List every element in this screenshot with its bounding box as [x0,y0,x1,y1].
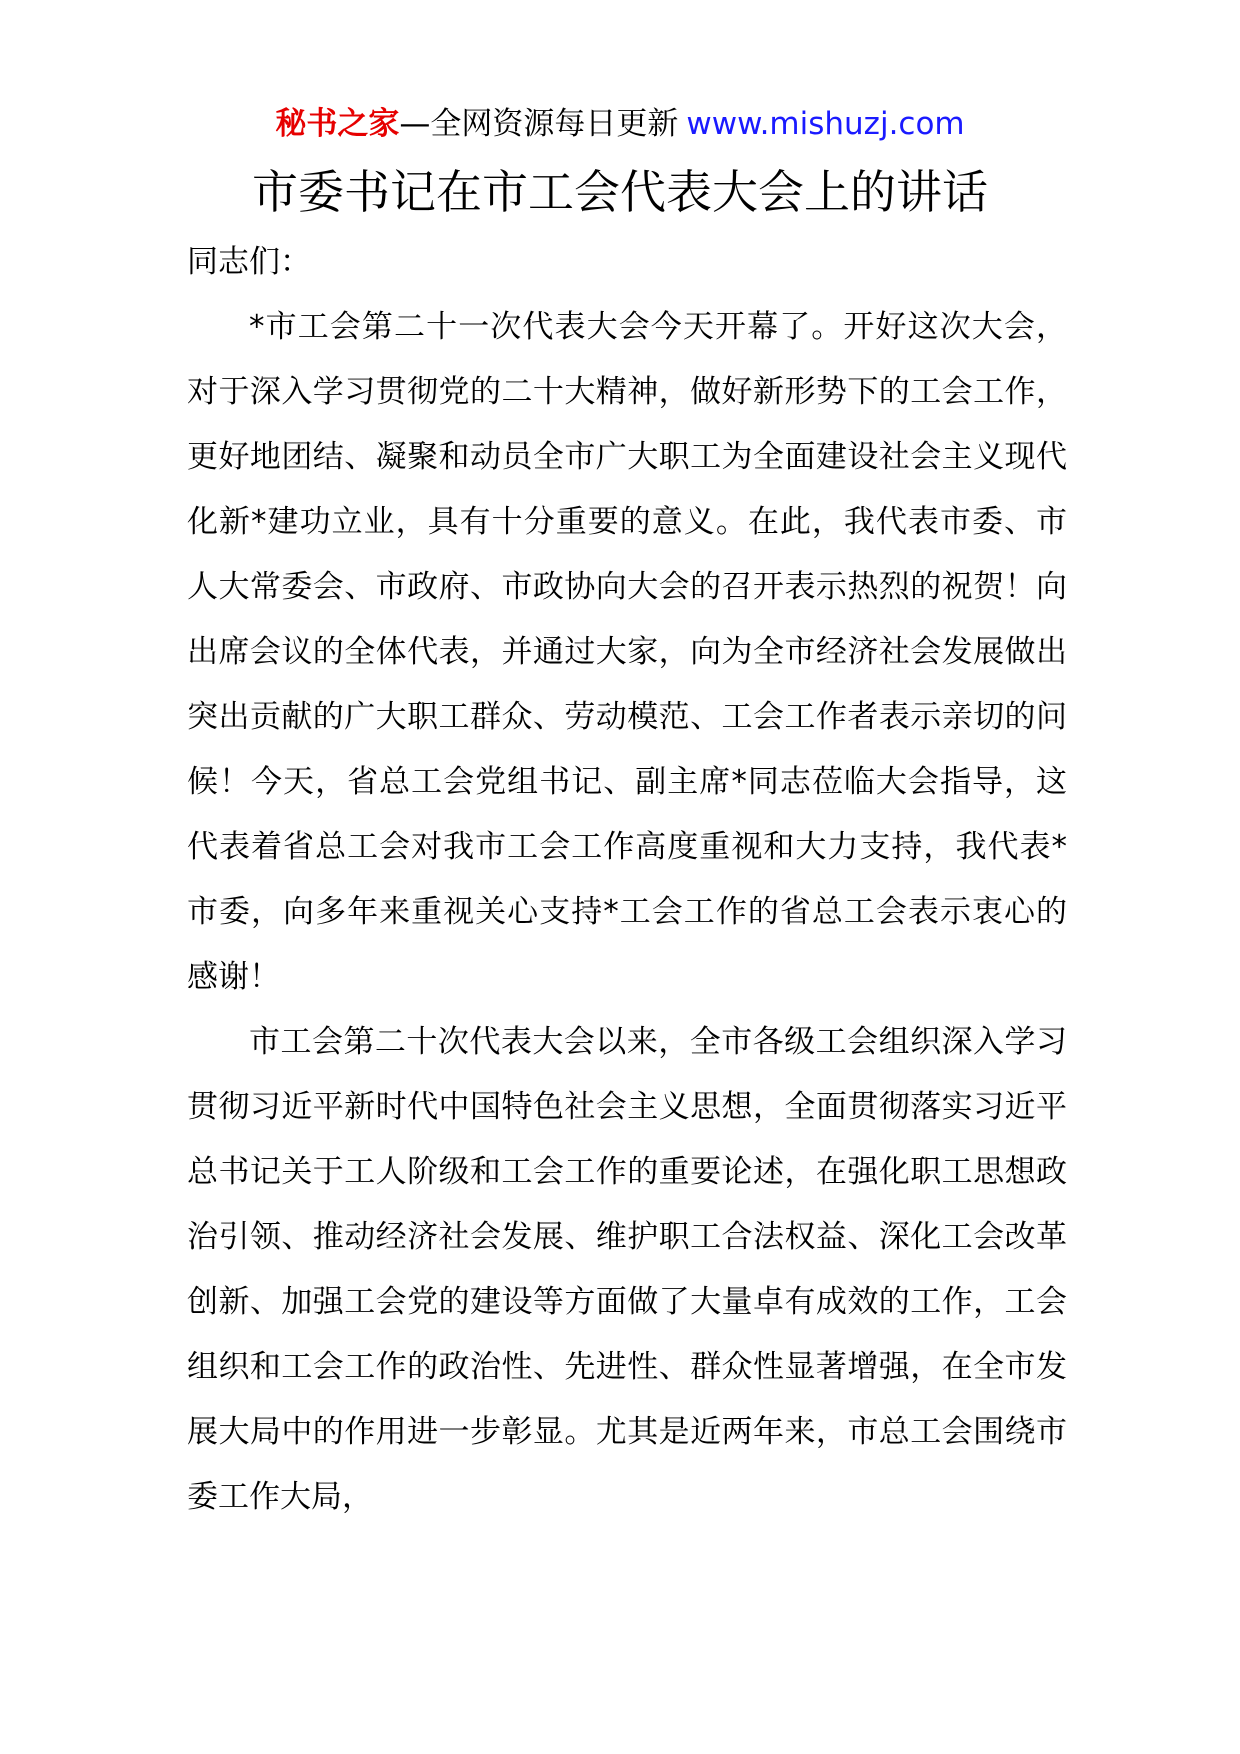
paragraph-2: 市工会第二十次代表大会以来，全市各级工会组织深入学习贯彻习近平新时代中国特色社会主义思想，全面贯彻落实习近平总书记关于工人阶级和工会工作的重要论述，在强化职工思想政治引领、推动经济社会发展、维护职工合法权益、深化工会改革创新、加强工会党的建设等方面做了大量卓有成效的工作，工会组织和工会工作的政治性、先进性、群众性显著增强，在全市发展大局中的作用进一步彰显。尤其是近两年来，市总工会围绕市委工作大局， [187,1024,1067,1515]
paragraph-1: *市工会第二十一次代表大会今天开幕了。开好这次大会，对于深入学习贯彻党的二十大精神，做好新形势下的工会工作，更好地团结、凝聚和动员全市广大职工为全面建设社会主义现代化新*建功立业，具有十分重要的意义。在此，我代表市委、市人大常委会、市政府、市政协向大会的召开表示热烈的祝贺！向出席会议的全体代表，并通过大家，向为全市经济社会发展做出突出贡献的广大职工群众、劳动模范、工会工作者表示亲切的问候！今天，省总工会党组书记、副主席*同志莅临大会指导，这代表着省总工会对我市工会工作高度重视和大力支持，我代表*市委，向多年来重视关心支持*工会工作的省总工会表示衷心的感谢！ [187,309,1067,995]
site-header [0,102,1240,146]
document-title: 市委书记在市工会代表大会上的讲话 [252,165,988,219]
site-slogan: —全网资源每日更新 [399,106,679,142]
document-body [187,230,1067,1530]
site-url[interactable]: www.mishuzj.com [686,106,965,142]
salutation: 同志们： [187,244,311,280]
brand-name: 秘书之家 [275,106,400,142]
